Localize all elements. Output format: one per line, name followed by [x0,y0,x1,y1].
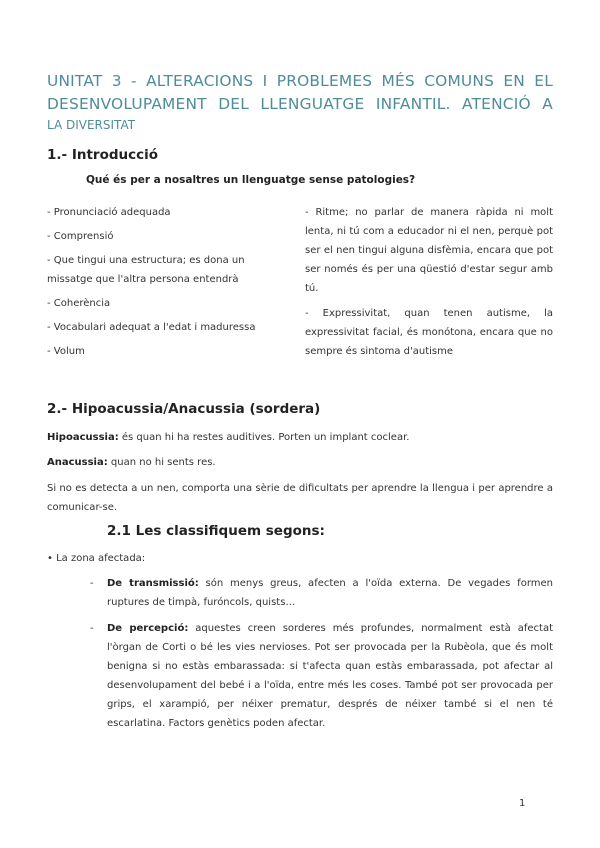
list-item: - Coherència [47,298,111,309]
anacussia-definition [47,453,216,472]
list-item-transmissio [107,574,553,612]
definition: quan no hi sents res. [107,457,216,468]
bullet: • La zona afectada: [47,553,146,564]
list-item: - Ritme; no parlar de manera ràpida ni molt lenta, ni tú com a educador ni el nen, perquè pot ser el nen tingui alguna disfèmia, encara que pot ser només és per una qüestió d'estar segur amb tú. [305,207,553,294]
list-item: - Que tingui una estructura; es dona un missatge que l'altra persona entendrà [47,255,245,285]
section-1-question: Qué és per a nosaltres un llenguatge sense patologies? [86,174,416,186]
title [47,70,553,116]
term: Anacussia: [47,457,108,468]
dash: - [90,623,94,634]
title-line-1: UNITAT 3 - ALTERACIONS I PROBLEMES MÉS COMUNS EN EL [47,72,553,90]
hipoacussia-definition [47,428,409,447]
left-list [47,203,272,366]
subsection-heading: 2.1 Les classifiquem segons: [107,523,325,539]
list-item: - Vocabulari adequat a l'edat i maduressa [47,322,256,333]
list-item: - Comprensió [47,231,114,242]
term: De percepció: [107,623,189,634]
description: són menys greus, afecten a l'oïda externa. De vegades formen ruptures de timpà, furóncols, quists… [107,578,553,608]
list-item: - Expressivitat, quan tenen autisme, la expressivitat facial, és monótona, encara que no sempre és sintoma d'autisme [305,308,553,357]
definition: és quan hi ha restes auditives. Porten un implant coclear. [118,432,410,443]
list-item-percepcio [107,619,553,733]
list-item: - Volum [47,346,85,357]
term: Hipoacussia: [47,432,119,443]
section-2-heading: 2.- Hipoacussia/Anacussia (sordera) [47,401,321,417]
section-1-heading: 1.- Introducció [47,147,159,163]
term: De transmissió: [107,578,199,589]
right-list [305,203,553,361]
title-line-3: LA DIVERSITAT [47,118,136,132]
paragraph: Si no es detecta a un nen, comporta una sèrie de dificultats per aprendre la llengua i per aprendre a comunicar-se. [47,483,553,513]
list-item: - Pronunciació adequada [47,207,171,218]
description: aquestes creen sorderes més profundes, normalment està afectat l'òrgan de Corti o bé les vies nervioses. Pot ser provocada per la Rubèola, que és molt benigna si no estàs embarassada: si t'afecta quan estàs embarassada, pot afectar al desenvolupament del bebé i a l'oïda, entre més les coses. També pot ser provocada per grips, el xarampió, per néixer prematur, després de néixer també si el nen té escarlatina. Factors genètics poden afectar. [107,623,554,729]
dash: - [90,578,94,589]
title-line-2: DESENVOLUPAMENT DEL LLENGUATGE INFANTIL. ATENCIÓ A [47,95,553,113]
page-number: 1 [519,798,526,809]
